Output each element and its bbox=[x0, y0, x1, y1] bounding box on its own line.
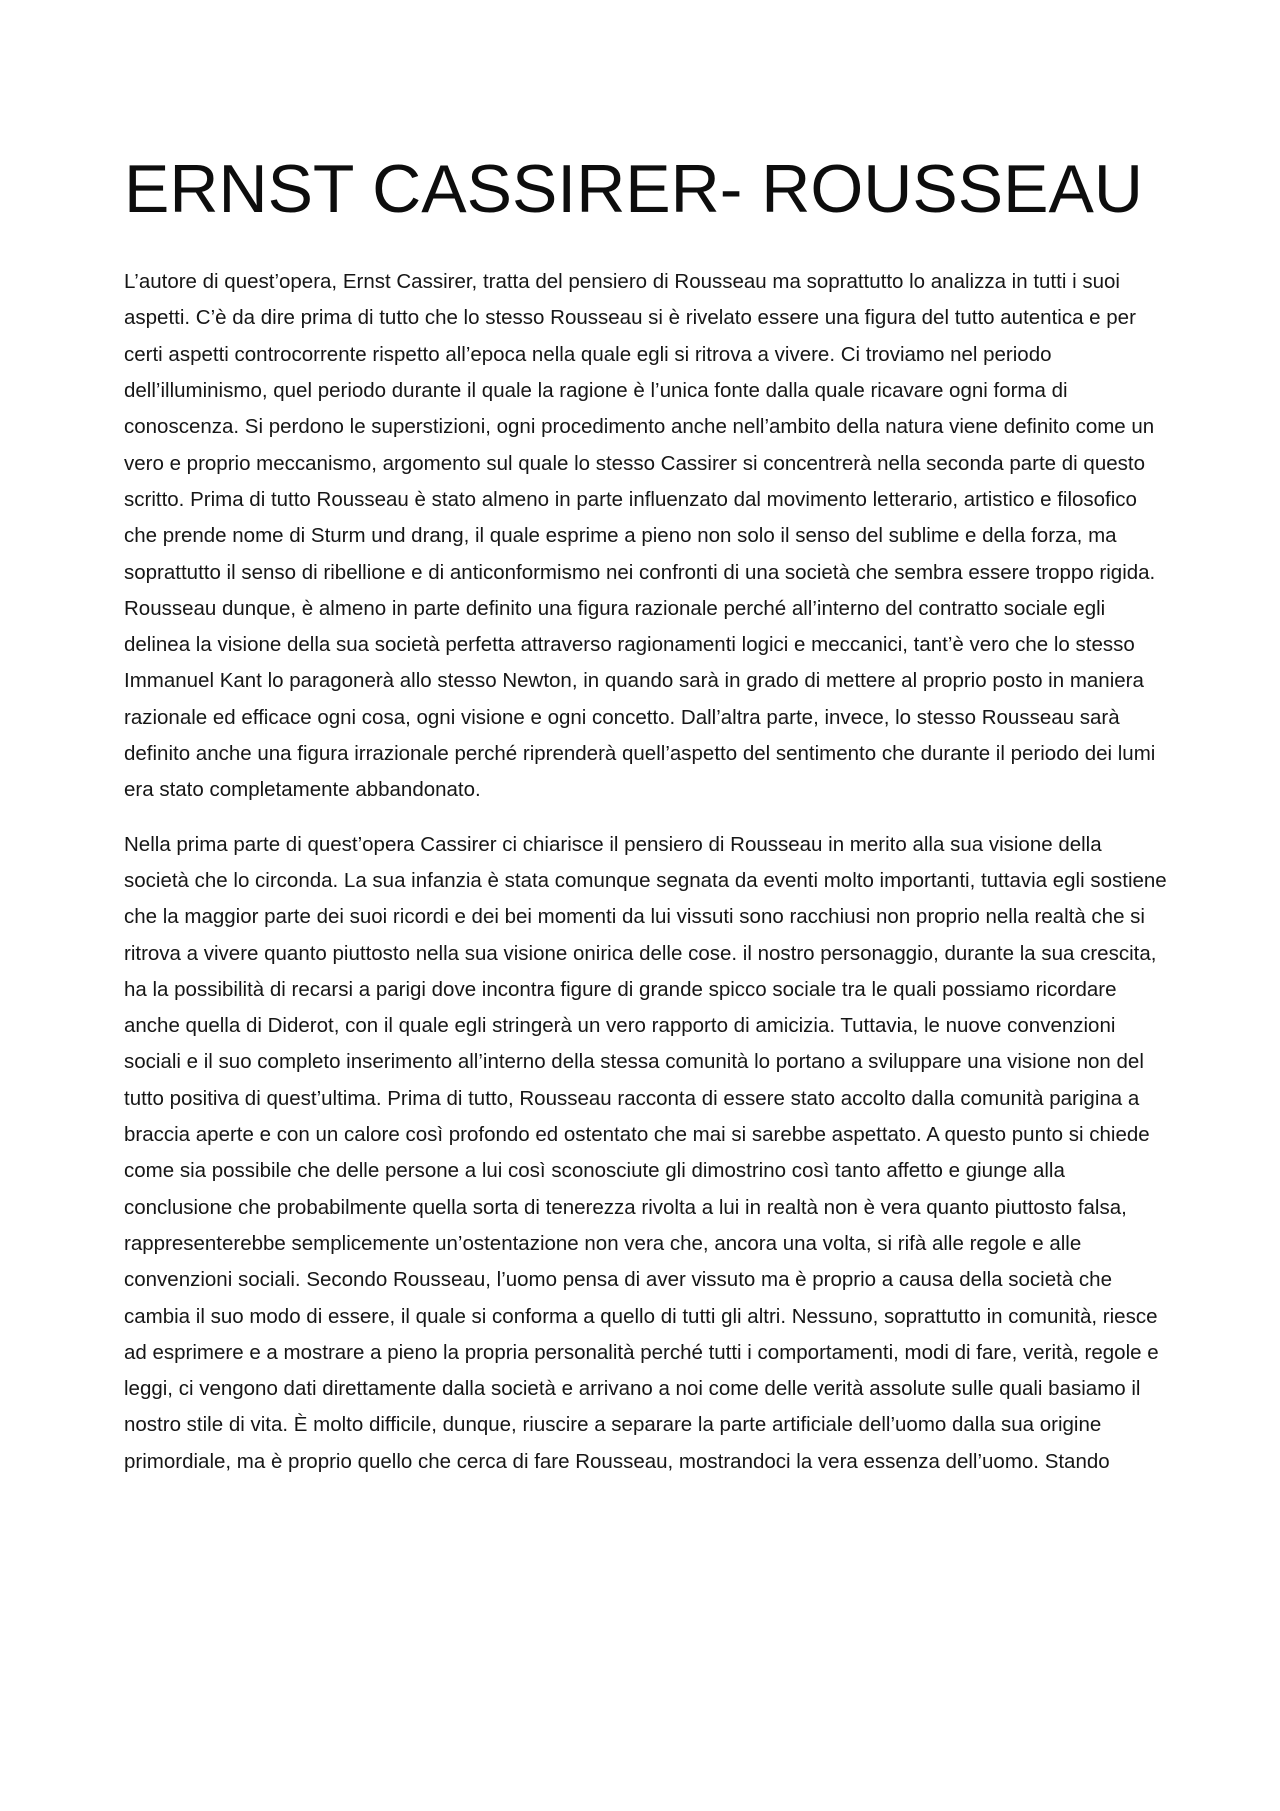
document-title: ERNST CASSIRER- ROUSSEAU bbox=[124, 151, 1143, 227]
paragraph-2: Nella prima parte di quest’opera Cassirer ci chiarisce il pensiero di Rousseau in merito alla sua visione della società che lo circonda. La sua infanzia è stata comunque segnata da eventi molto importanti, tuttavia egli sostiene che la maggior parte dei suoi ricordi e dei bei momenti da lui vissuti sono racchiusi non proprio nella realtà che si ritrova a vivere quanto piuttosto nella sua visione onirica delle cose. il nostro personaggio, durante la sua crescita, ha la possibilità di recarsi a parigi dove incontra figure di grande spicco sociale tra le quali possiamo ricordare anche quella di Diderot, con il quale egli stringerà un vero rapporto di amicizia. Tuttavia, le nuove convenzioni sociali e il suo completo inserimento all’interno della stessa comunità lo portano a sviluppare una visione non del tutto positiva di quest’ultima. Prima di tutto, Rousseau racconta di essere stato accolto dalla comunità parigina a braccia aperte e con un calore così profondo ed ostentato che mai si sarebbe aspettato. A questo punto si chiede come sia possibile che delle persone a lui così sconosciute gli dimostrino così tanto affetto e giunge alla conclusione che probabilmente quella sorta di tenerezza rivolta a lui in realtà non è vera quanto piuttosto falsa, rappresenterebbe semplicemente un’ostentazione non vera che, ancora una volta, si rifà alle regole e alle convenzioni sociali. Secondo Rousseau, l’uomo pensa di aver vissuto ma è proprio a causa della società che cambia il suo modo di essere, il quale si conforma a quello di tutti gli altri. Nessuno, soprattutto in comunità, riesce ad esprimere e a mostrare a pieno la propria personalità perché tutti i comportamenti, modi di fare, verità, regole e leggi, ci vengono dati direttamente dalla società e arrivano a noi come delle verità assolute sulle quali basiamo il nostro stile di vita. È molto difficile, dunque, riuscire a separare la parte artificiale dell’uomo dalla sua origine primordiale, ma è proprio quello che cerca di fare Rousseau, mostrandoci la vera essenza dell’uomo. Stando bbox=[124, 832, 1167, 1473]
document-page bbox=[124, 150, 1169, 1498]
paragraph-1: L’autore di quest’opera, Ernst Cassirer, tratta del pensiero di Rousseau ma soprattutto lo analizza in tutti i suoi aspetti. C’è da dire prima di tutto che lo stesso Rousseau si è rivelato essere una figura del tutto autentica e per certi aspetti controcorrente rispetto all’epoca nella quale egli si ritrova a vivere. Ci troviamo nel periodo dell’illuminismo, quel periodo durante il quale la ragione è l’unica fonte dalla quale ricavare ogni forma di conoscenza. Si perdono le superstizioni, ogni procedimento anche nell’ambito della natura viene definito come un vero e proprio meccanismo, argomento sul quale lo stesso Cassirer si concentrerà nella seconda parte di questo scritto. Prima di tutto Rousseau è stato almeno in parte influenzato dal movimento letterario, artistico e filosofico che prende nome di Sturm und drang, il quale esprime a pieno non solo il senso del sublime e della forza, ma soprattutto il senso di ribellione e di anticonformismo nei confronti di una società che sembra essere troppo rigida. Rousseau dunque, è almeno in parte definito una figura razionale perché all’interno del contratto sociale egli delinea la visione della sua società perfetta attraverso ragionamenti logici e meccanici, tant’è vero che lo stesso Immanuel Kant lo paragonerà allo stesso Newton, in quando sarà in grado di mettere al proprio posto in maniera razionale ed efficace ogni cosa, ogni visione e ogni concetto. Dall’altra parte, invece, lo stesso Rousseau sarà definito anche una figura irrazionale perché riprenderà quell’aspetto del sentimento che durante il periodo dei lumi era stato completamente abbandonato. bbox=[124, 270, 1156, 802]
